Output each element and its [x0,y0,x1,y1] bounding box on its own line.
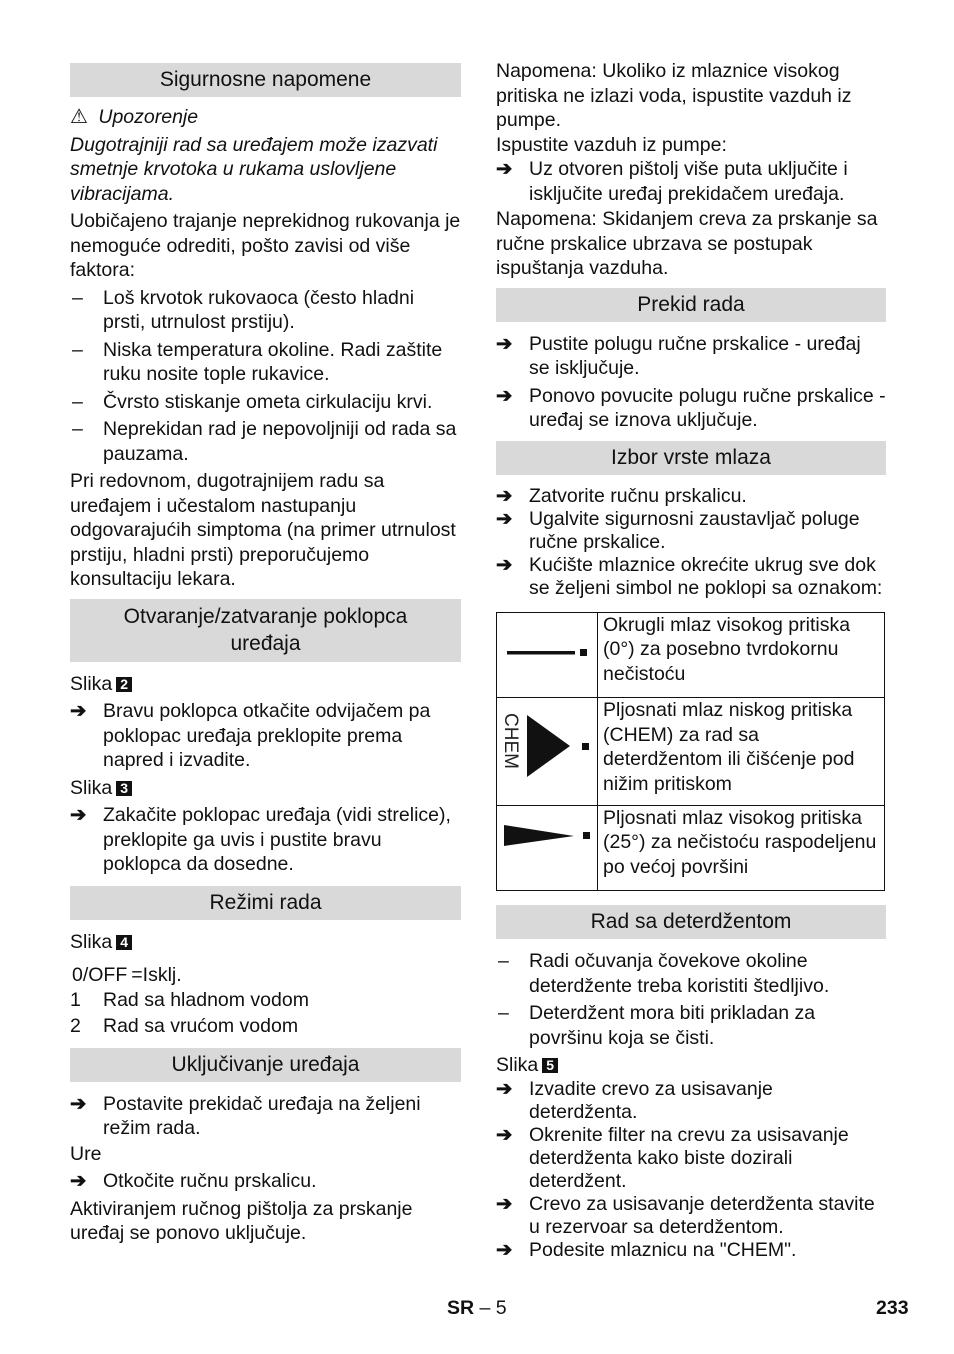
flat-jet-icon [497,805,598,891]
step-item [496,1078,886,1124]
list-item-text: Neprekidan rad je nepovoljniji od rada sa pauzama. [103,418,457,465]
mode-value: Isklj. [142,964,182,986]
ure-label: Ure [70,1142,102,1165]
step-item [70,699,461,773]
dash-marker: – [72,390,83,413]
section-heading-safety: Sigurnosne napomene [70,63,461,97]
note-text: Napomena: Skidanjem creva za prskanje sa ručne prskalice ubrzava se postupak ispuštanja vazduha. [496,208,878,279]
intro-text: Uobičajeno trajanje neprekidnog rukovanja je nemoguće odrediti, pošto zavisi od više faktora: [70,210,461,281]
figure-ref [70,672,461,697]
section-heading-modes: Režimi rada [70,886,461,920]
table-cell-text: Okrugli mlaz visokog pritiska (0°) za posebno tvrdokornu nečistoću [598,612,885,698]
figure-label: Slika [70,930,113,953]
arrow-icon: ➔ [70,1170,87,1192]
dash-marker: – [72,286,83,309]
step-item [496,384,886,433]
list-item [70,390,461,415]
dash-marker: – [72,338,83,361]
step-item [496,554,886,600]
note-text: Aktiviranjem ručnog pištolja za prskanje uređaj se ponovo uključuje. [70,1197,413,1244]
step-item [496,1239,886,1262]
mode-key: 0/OFF [72,964,128,986]
section-heading-cover: Otvaranje/zatvaranje poklopca uređaja [70,599,461,662]
step-item [496,1193,886,1239]
arrow-icon: ➔ [70,700,87,722]
dash-marker: – [498,950,509,972]
warning-text: Dugotrajniji rad sa uređajem može izazvati smetnje krvotoka u rukama uslovljene vibracijama. [70,133,438,205]
arrow-icon: ➔ [496,158,513,180]
chem-jet-icon [497,698,598,806]
step-text: Otkočite ručnu prskalicu. [103,1170,317,1192]
step-text: Izvadite crevo za usisavanje deterdženta. [529,1077,773,1123]
list-item [496,949,886,998]
step-item [496,508,886,554]
section-heading-switch-on: Uključivanje uređaja [70,1048,461,1082]
table-cell-text: Pljosnati mlaz visokog pritiska (25°) za nečistoću raspodeljenu po većoj površini [598,805,885,891]
arrow-icon: ➔ [496,1192,513,1215]
figure-label: Slika [496,1054,539,1076]
warning-label: Upozorenje [98,106,199,128]
table-row [497,612,885,698]
dash-marker: – [498,1002,509,1024]
figure-ref [70,930,461,955]
step-text: Postavite prekidač uređaja na željeni režim rada. [103,1092,421,1139]
figure-ref [496,1053,886,1078]
step-item [70,803,461,877]
table-row [497,805,885,891]
figure-label: Slika [70,776,113,799]
chem-label: CHEM [500,713,521,769]
step-item [496,485,886,508]
arrow-icon: ➔ [496,1238,513,1261]
warning-icon: ⚠ [70,106,88,128]
mode-number: 2 [70,1015,81,1037]
list-item [496,1001,886,1050]
section-heading-interrupt: Prekid rada [496,288,886,322]
step-text: Pustite polugu ručne prskalice - uređaj se isključuje. [529,332,861,379]
list-item-text: Deterdžent mora biti prikladan za površinu koja se čisti. [529,1002,816,1049]
step-text: Ponovo povucite polugu ručne prskalice - uređaj se iznova uključuje. [529,384,886,431]
step-text: Ugalvite sigurnosni zaustavljač poluge ručne prskalice. [529,507,860,553]
section-heading-detergent: Rad sa deterdžentom [496,905,886,939]
figure-number-badge: 5 [542,1058,558,1073]
note-text: Napomena: Ukoliko iz mlaznice visokog pritiska ne izlazi voda, ispustite vazduh iz pumpe. [496,60,852,131]
list-item-text: Radi očuvanja čovekove okoline deterdžente treba koristiti štedljivo. [529,950,830,997]
step-text: Zakačite poklopac uređaja (vidi strelice), preklopite ga uvis i pustite bravu poklopca da dosedne. [103,804,451,875]
figure-number-badge: 2 [116,677,132,692]
figure-number-badge: 4 [116,935,132,950]
arrow-icon: ➔ [496,332,513,355]
step-text: Bravu poklopca otkačite odvijačem pa poklopac uređaja preklopite prema napred i izvadite. [103,700,431,771]
section-heading-jet: Izbor vrste mlaza [496,441,886,475]
vent-title: Ispustite vazduh iz pumpe: [496,133,727,156]
mode-item [70,1014,461,1039]
mode-number: 1 [70,988,81,1011]
list-item [70,286,461,335]
footer-subpage: 5 [495,1297,507,1319]
table-row [497,698,885,806]
list-item [70,417,461,466]
step-item [70,1169,461,1194]
step-item [70,1092,461,1141]
list-item [70,338,461,387]
step-item [496,157,886,206]
mode-item [70,988,461,1013]
list-item-text: Čvrsto stiskanje ometa cirkulaciju krvi. [103,390,433,413]
arrow-icon: ➔ [496,507,513,530]
step-text: Kućište mlaznice okrećite ukrug sve dok se željeni simbol ne poklopi sa oznakom: [529,553,883,599]
list-item-text: Loš krvotok rukovaoca (često hladni prsti, utrnulost prstiju). [103,286,415,333]
step-text: Zatvorite ručnu prskalicu. [529,484,747,507]
table-cell-text: Pljosnati mlaz niskog pritiska (CHEM) za rad sa deterdžentom ili čišćenje pod nižim pritiskom [598,698,885,806]
arrow-icon: ➔ [496,1077,513,1100]
nozzle-table [496,612,885,892]
step-text: Uz otvoren pištolj više puta uključite i isključite uređaj prekidačem uređaja. [529,158,848,205]
mode-item-off [70,963,461,988]
warning-line [70,105,461,130]
advice-text: Pri redovnom, dugotrajnijem radu sa uređajem i učestalom nastupanju odgovarajućih simptoma (na primer utrnulost prstiju, hladni prsti) preporučujemo konsultaciju lekara. [70,470,456,590]
step-item [496,332,886,381]
point-jet-icon [497,612,598,698]
step-text: Crevo za usisavanje deterdženta stavite u rezervoar sa deterdžentom. [529,1192,875,1238]
arrow-icon: ➔ [70,804,87,826]
right-column [496,59,886,1262]
step-item [496,1124,886,1193]
footer-lang: SR [447,1297,475,1319]
arrow-icon: ➔ [496,384,513,407]
step-text: Podesite mlaznicu na "CHEM". [529,1238,797,1261]
arrow-icon: ➔ [70,1092,87,1115]
figure-label: Slika [70,672,113,695]
arrow-icon: ➔ [496,484,513,507]
list-item-text: Niska temperatura okoline. Radi zaštite ruku nosite tople rukavice. [103,338,443,385]
arrow-icon: ➔ [496,553,513,576]
mode-text: Rad sa hladnom vodom [103,988,309,1011]
dash-marker: – [72,418,83,440]
footer-section [447,1296,507,1321]
mode-text: Rad sa vrućom vodom [103,1015,299,1037]
figure-ref [70,776,461,801]
left-column [70,63,461,1249]
arrow-icon: ➔ [496,1123,513,1146]
mode-eq: = [131,964,143,986]
figure-number-badge: 3 [116,781,132,796]
footer-sep: – [474,1297,496,1319]
step-text: Okrenite filter na crevu za usisavanje deterdženta kako biste dozirali deterdžent. [529,1123,849,1192]
page-number: 233 [876,1297,909,1319]
